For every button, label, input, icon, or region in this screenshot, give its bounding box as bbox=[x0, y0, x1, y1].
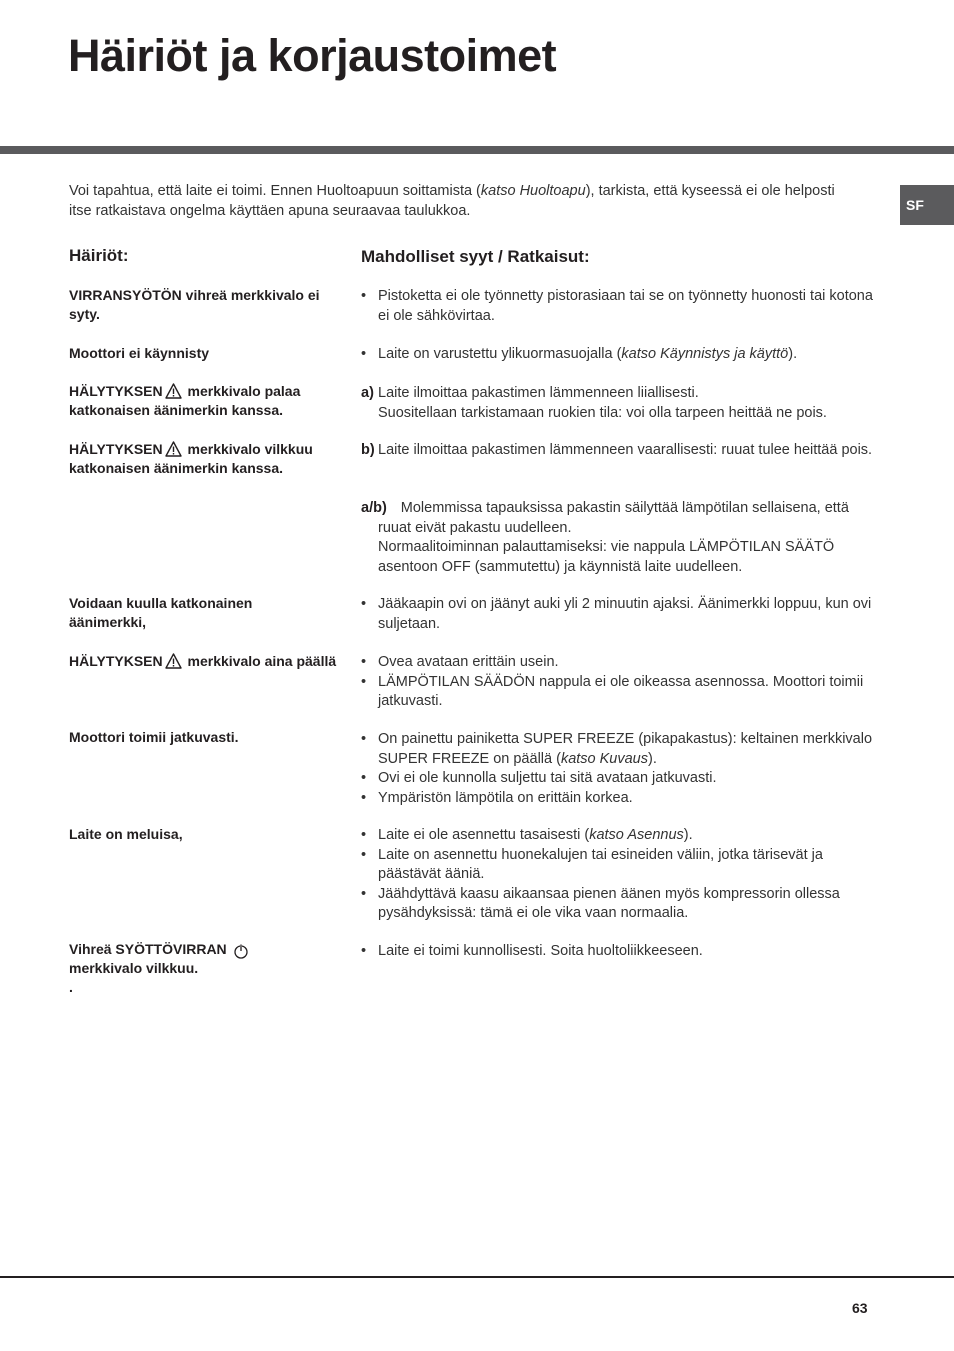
language-tab: SF bbox=[900, 185, 954, 225]
fault-line: . bbox=[69, 979, 73, 995]
solutions-heading: Mahdolliset syyt / Ratkaisut: bbox=[361, 247, 590, 266]
solution-text: On painettu painiketta SUPER FREEZE (pikapakastus): keltainen merkkivalo SUPER FREEZE on päällä ( bbox=[378, 731, 873, 767]
fault-power-light: VIRRANSYÖTÖN vihreä merkkivalo ei syty. bbox=[69, 287, 320, 322]
solution-text: LÄMPÖTILAN SÄÄDÖN nappula ei ole oikeassa asennossa. Moottori toimii jatkuvasti. bbox=[378, 673, 864, 709]
warning-triangle-icon bbox=[165, 653, 182, 669]
solution-alarm-ab bbox=[361, 499, 876, 577]
solution-item bbox=[361, 846, 876, 885]
solution-item bbox=[361, 673, 876, 712]
fault-line bbox=[69, 940, 354, 959]
fault-line: merkkivalo vilkkuu. bbox=[69, 960, 199, 976]
fault-alarm-desc: merkkivalo vilkkuu katkonaisen äänimerkin kanssa. bbox=[69, 441, 313, 476]
solution-text: ). bbox=[648, 750, 657, 767]
bullet: • bbox=[361, 654, 367, 670]
solution-power bbox=[361, 287, 876, 326]
faults-heading: Häiriöt: bbox=[69, 246, 129, 265]
solution-text: Jäähdyttävä kaasu aikaansaa pienen äänen myös kompressorin ollessa pysähdyksissä: tämä ei ole vika vaan normaalia. bbox=[378, 885, 840, 921]
solution-text: Laite on varustettu ylikuormasuojalla ( bbox=[378, 346, 622, 362]
solution-text: Suositellaan tarkistamaan ruokien tila: voi olla tarpeen heittää ne pois. bbox=[378, 404, 827, 421]
bullet: • bbox=[361, 789, 367, 806]
bullet: • bbox=[361, 885, 367, 902]
intro-text-2: ), tarkista, että kyseessä ei ole helposti itse ratkaistava ongelma käyttäen apuna seuraavaa taulukkoa. bbox=[69, 183, 835, 219]
solution-item bbox=[361, 730, 876, 769]
fault-alarm-desc: merkkivalo aina päällä bbox=[187, 653, 337, 669]
solution-item bbox=[361, 653, 876, 673]
solution-item bbox=[361, 789, 876, 809]
header-rule bbox=[0, 146, 954, 154]
fault-motor-not-starting: Moottori ei käynnisty bbox=[69, 345, 210, 361]
solution-alarm-a bbox=[361, 384, 876, 423]
solution-text: Jääkaapin ovi on jäänyt auki yli 2 minuutin ajaksi. Äänimerkki loppuu, kun ovi suljetaan. bbox=[378, 596, 872, 632]
solution-reference: katso Kuvaus bbox=[560, 750, 648, 767]
fault-alarm-label: HÄLYTYKSEN bbox=[69, 653, 163, 669]
solution-noisy bbox=[361, 826, 876, 924]
solution-item bbox=[361, 345, 876, 365]
item-label: a) bbox=[361, 385, 374, 401]
bullet: • bbox=[361, 846, 367, 863]
bullet: • bbox=[361, 731, 367, 747]
solution-item bbox=[361, 595, 876, 634]
bullet: • bbox=[361, 673, 367, 690]
solution-text: Molemmissa tapauksissa pakastin säilyttää lämpötilan sellaisena, että ruuat eivät pakastu uudelleen. bbox=[378, 500, 849, 536]
solution-text: Laite ei toimi kunnollisesti. Soita huoltoliikkeeseen. bbox=[378, 943, 703, 959]
solution-text: Ovi ei ole kunnolla suljettu tai sitä avataan jatkuvasti. bbox=[378, 770, 717, 786]
fault-noisy: Laite on meluisa, bbox=[69, 826, 183, 842]
solution-item bbox=[361, 499, 876, 577]
solution-item bbox=[361, 441, 876, 461]
warning-triangle-icon bbox=[165, 383, 182, 399]
solution-paragraph bbox=[361, 499, 876, 538]
solution-item bbox=[361, 287, 876, 326]
fault-motor-continuous: Moottori toimii jatkuvasti. bbox=[69, 729, 239, 745]
page-title: Häiriöt ja korjaustoimet bbox=[68, 30, 557, 81]
solution-item bbox=[361, 942, 876, 962]
solution-text: ). bbox=[788, 346, 798, 362]
item-label: a/b) bbox=[361, 500, 387, 516]
solution-item bbox=[361, 384, 876, 423]
solution-text: Pistoketta ei ole työnnetty pistorasiaan tai se on työnnetty huonosti tai kotona ei ole sähkövirtaa. bbox=[378, 288, 873, 324]
bullet: • bbox=[361, 827, 367, 843]
bullet: • bbox=[361, 346, 367, 362]
intro-text-1: Voi tapahtua, että laite ei toimi. Ennen Huoltoapuun soittamista ( bbox=[69, 183, 481, 199]
solution-text: Ovea avataan erittäin usein. bbox=[378, 654, 559, 670]
fault-intermittent-beep: Voidaan kuulla katkonainen äänimerkki, bbox=[69, 595, 253, 630]
bullet: • bbox=[361, 288, 367, 304]
intro-reference: katso Huoltoapu bbox=[480, 183, 586, 199]
bullet: • bbox=[361, 943, 367, 959]
solution-beep bbox=[361, 595, 876, 634]
solution-alarm-b bbox=[361, 441, 876, 461]
bullet: • bbox=[361, 596, 367, 612]
fault-alarm-desc: merkkivalo palaa katkonaisen äänimerkin kanssa. bbox=[69, 383, 301, 418]
fault-power-label: Vihreä SYÖTTÖVIRRAN bbox=[69, 941, 227, 957]
fault-power-light-blinking bbox=[69, 940, 354, 997]
fault-alarm-light-blinking bbox=[69, 440, 359, 478]
solution-text: ). bbox=[683, 827, 693, 843]
solution-text: Ympäristön lämpötila on erittäin korkea. bbox=[378, 789, 633, 806]
solution-motor-continuous bbox=[361, 730, 876, 808]
item-label: b) bbox=[361, 442, 375, 458]
solution-item bbox=[361, 769, 876, 789]
solution-item bbox=[361, 885, 876, 924]
footer-rule bbox=[0, 1276, 954, 1278]
solution-text: Laite ilmoittaa pakastimen lämmenneen liiallisesti. bbox=[378, 385, 699, 401]
solution-reference: katso Asennus bbox=[589, 827, 684, 843]
fault-alarm-label: HÄLYTYKSEN bbox=[69, 441, 163, 457]
page-number: 63 bbox=[852, 1300, 868, 1316]
solution-alarm-always-on bbox=[361, 653, 876, 712]
solution-text: Normaalitoiminnan palauttamiseksi: vie nappula LÄMPÖTILAN SÄÄTÖ asentoon OFF (sammutettu) ja käynnistä laite uudelleen. bbox=[378, 539, 835, 575]
fault-alarm-light-always-on bbox=[69, 652, 354, 671]
solution-item bbox=[361, 826, 876, 846]
warning-triangle-icon bbox=[165, 441, 182, 457]
solution-reference: katso Käynnistys ja käyttö bbox=[621, 346, 789, 362]
solution-motor bbox=[361, 345, 876, 365]
intro-paragraph bbox=[69, 182, 859, 221]
power-icon bbox=[233, 943, 249, 959]
solution-text: Laite on asennettu huonekalujen tai esineiden väliin, jotka tärisevät ja päästävät ääniä. bbox=[378, 846, 823, 882]
bullet: • bbox=[361, 770, 367, 786]
fault-alarm-label: HÄLYTYKSEN bbox=[69, 383, 163, 399]
fault-alarm-light-on bbox=[69, 382, 354, 420]
solution-text: Laite ilmoittaa pakastimen lämmenneen vaarallisesti: ruuat tulee heittää pois. bbox=[378, 442, 873, 458]
solution-power-blinking bbox=[361, 942, 876, 962]
solution-text: Laite ei ole asennettu tasaisesti ( bbox=[378, 827, 590, 843]
